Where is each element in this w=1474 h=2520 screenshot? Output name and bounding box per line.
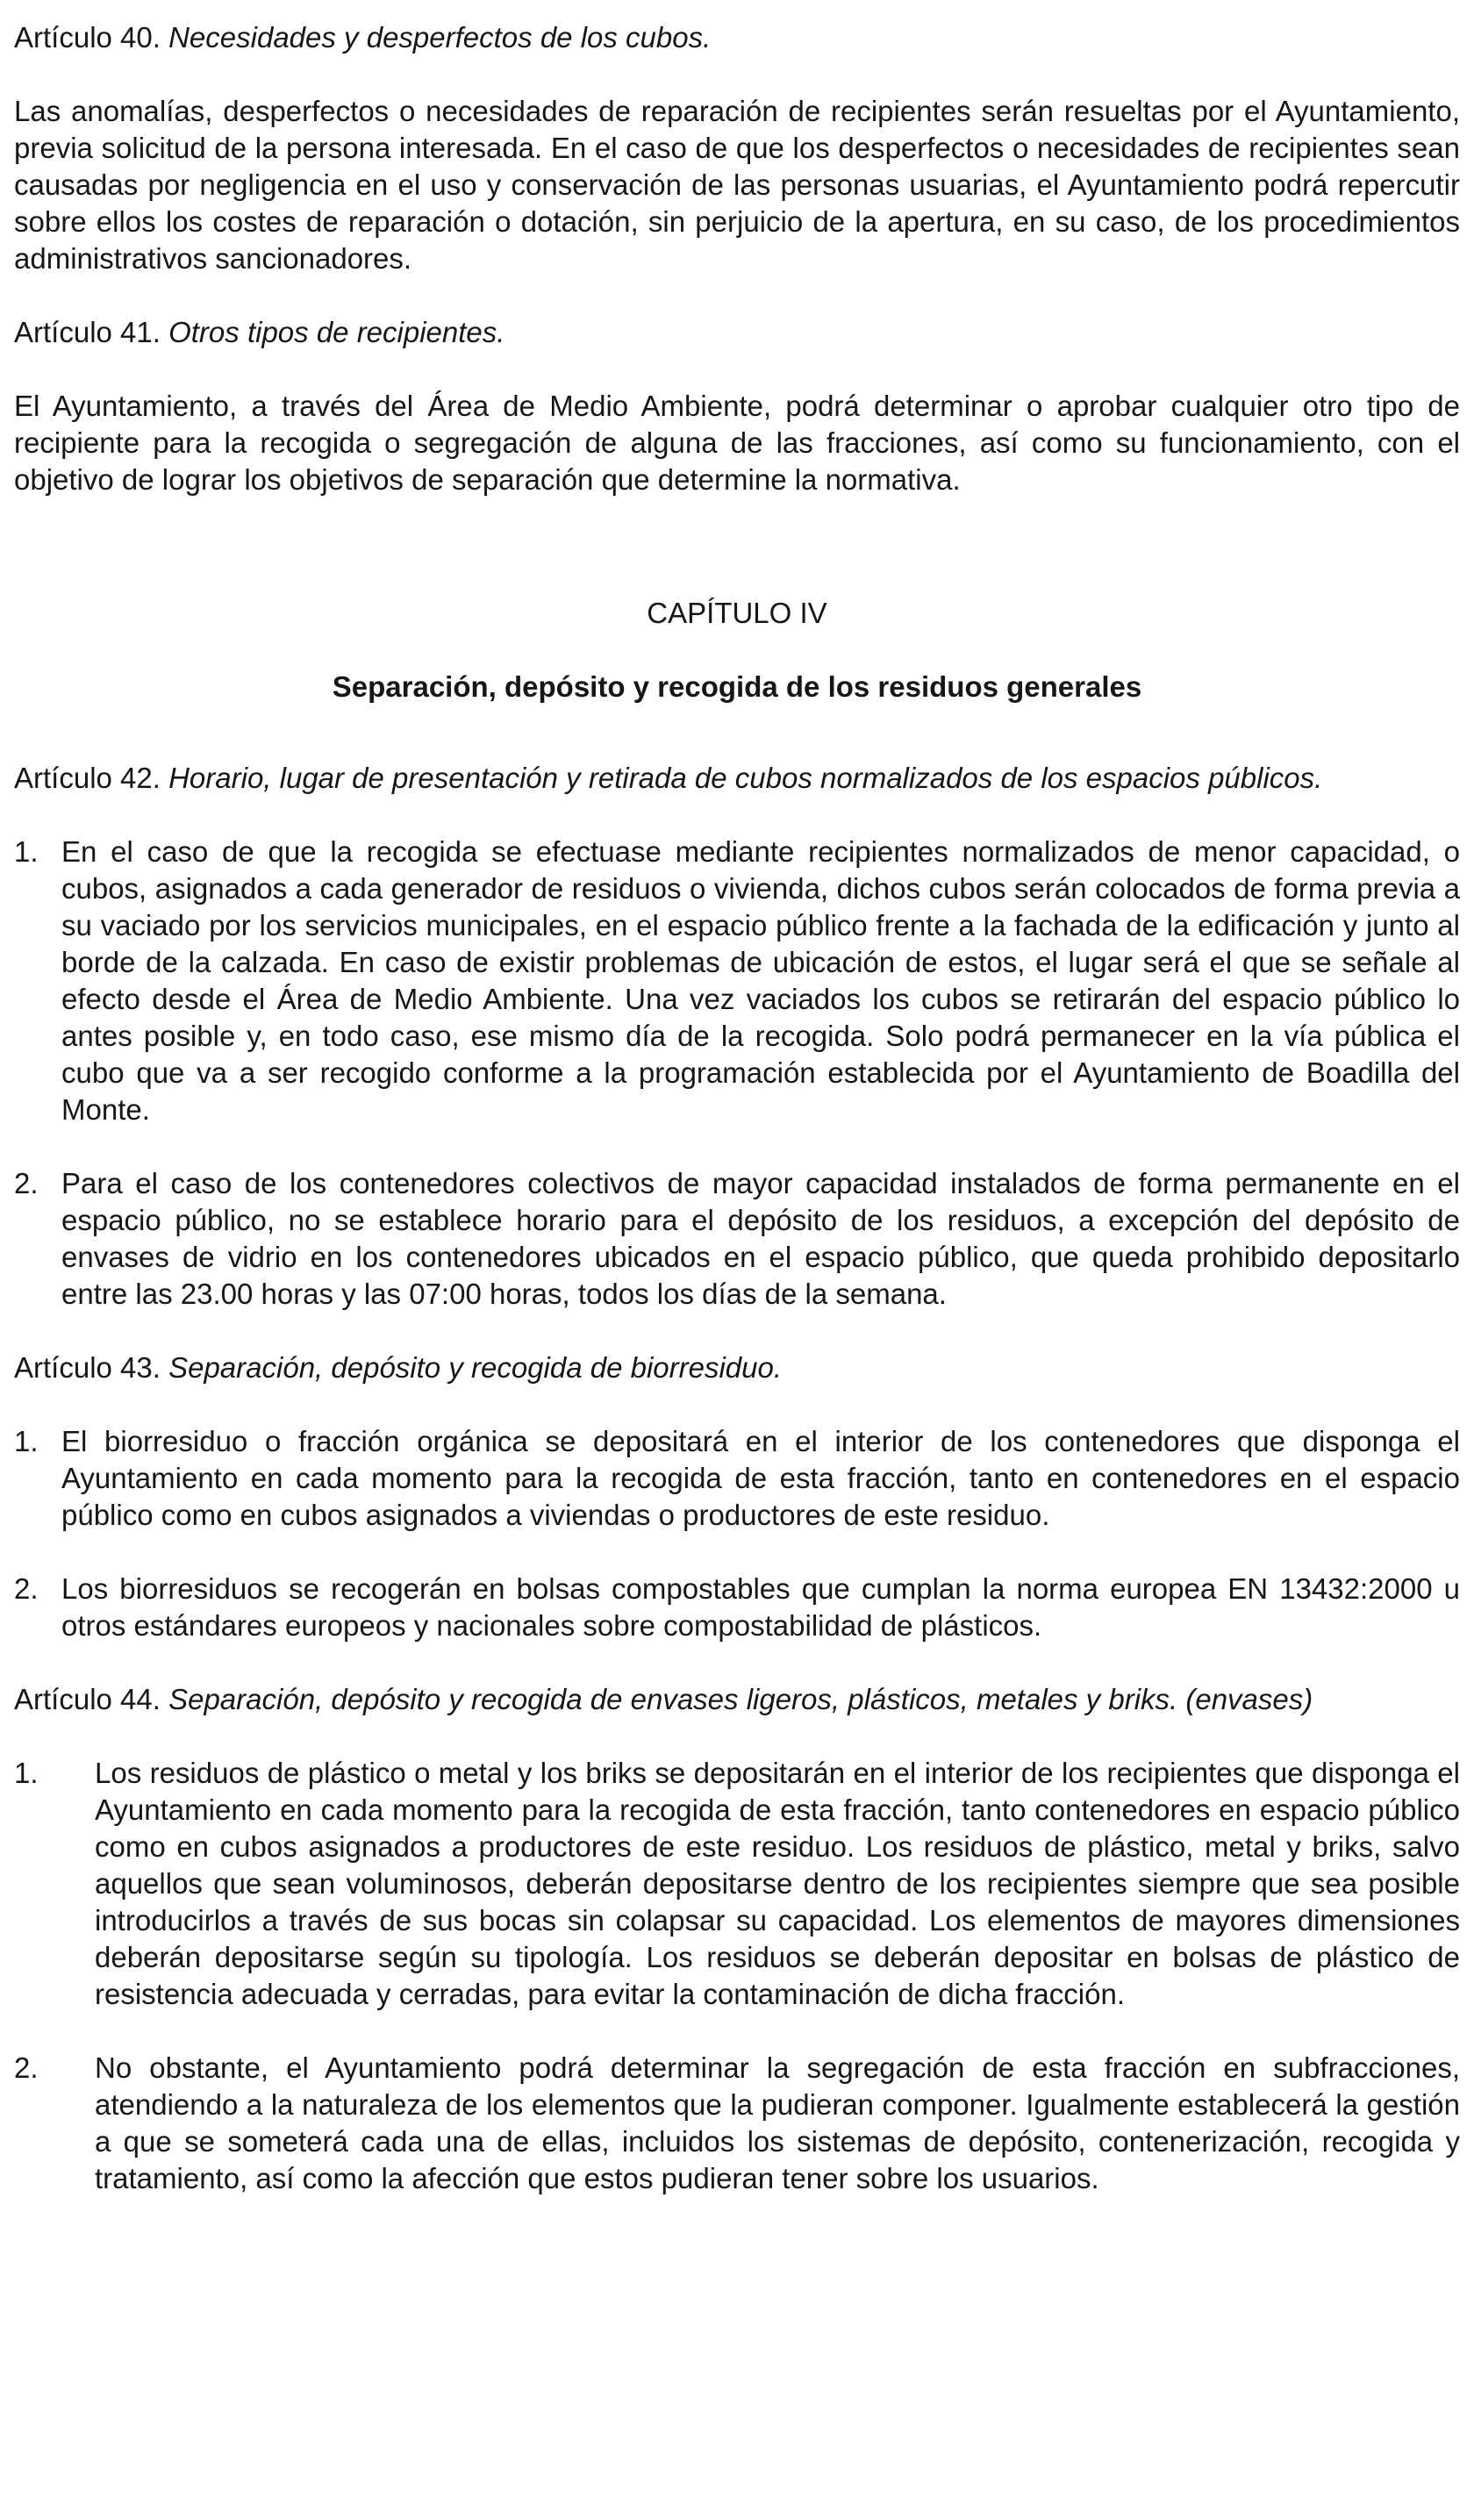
article-number: Artículo 43. [14, 1351, 169, 1384]
list-item-text: Para el caso de los contenedores colectivos de mayor capacidad instalados de forma permanente en el espacio público, no se establece horario para el depósito de los residuos, a excepción del depósito de envases de vidrio en los contenedores ubicados en el espacio público, que queda prohibido depositarlo entre las 23.00 horas y las 07:00 horas, todos los días de la semana. [61, 1167, 1460, 1310]
article-title: Necesidades y desperfectos de los cubos. [168, 21, 712, 54]
list-item-text: Los biorresiduos se recogerán en bolsas compostables que cumplan la norma europea EN 13432:2000 u otros estándares europeos y nacionales sobre compostabilidad de plásticos. [61, 1572, 1460, 1642]
list-item-number: 1. [14, 1757, 39, 1789]
article-title: Separación, depósito y recogida de envases ligeros, plásticos, metales y briks. (envases) [168, 1683, 1313, 1715]
article-title: Otros tipos de recipientes. [168, 316, 505, 348]
list-item-number: 1. [14, 1425, 39, 1457]
article-title: Horario, lugar de presentación y retirada de cubos normalizados de los espacios públicos. [168, 762, 1323, 794]
article-heading [14, 1349, 1460, 1386]
list-item-text: Los residuos de plástico o metal y los briks se depositarán en el interior de los recipientes que disponga el Ayuntamiento en cada momento para la recogida de esta fracción, tanto contenedores en espacio público como en cubos asignados a productores de este residuo. Los residuos de plástico, metal y briks, salvo aquellos que sean voluminosos, deberán depositarse dentro de los recipientes siempre que sea posible introducirlos a través de sus bocas sin colapsar su capacidad. Los elementos de mayores dimensiones deberán depositarse según su tipología. Los residuos se deberán depositar en bolsas de plástico de resistencia adecuada y cerradas, para evitar la contaminación de dicha fracción. [95, 1757, 1460, 2010]
article-number: Artículo 44. [14, 1683, 169, 1715]
body-paragraph: El Ayuntamiento, a través del Área de Medio Ambiente, podrá determinar o aprobar cualquier otro tipo de recipiente para la recogida o segregación de alguna de las fracciones, así como su funcionamiento, con el objetivo de lograr los objetivos de separación que determine la normativa. [14, 390, 1460, 496]
body-paragraph: Las anomalías, desperfectos o necesidades de reparación de recipientes serán resueltas por el Ayuntamiento, previa solicitud de la persona interesada. En el caso de que los desperfectos o necesidades de recipientes sean causadas por negligencia en el uso y conservación de las personas usuarias, el Ayuntamiento podrá repercutir sobre ellos los costes de reparación o dotación, sin perjuicio de la apertura, en su caso, de los procedimientos administrativos sancionadores. [14, 95, 1460, 275]
article-heading [14, 1681, 1460, 1718]
article-number: Artículo 41. [14, 316, 169, 348]
list-item-number: 1. [14, 835, 39, 868]
article-number: Artículo 40. [14, 21, 169, 54]
chapter-title: Separación, depósito y recogida de los residuos generales [332, 670, 1142, 703]
list-item [14, 2050, 1460, 2197]
list-item-text: El biorresiduo o fracción orgánica se depositará en el interior de los contenedores que disponga el Ayuntamiento en cada momento para la recogida de esta fracción, tanto en contenedores en el espacio público como en cubos asignados a viviendas o productores de este residuo. [61, 1425, 1460, 1531]
list-item [14, 834, 1460, 1128]
article-title: Separación, depósito y recogida de biorresiduo. [168, 1351, 783, 1384]
article-heading [14, 314, 1460, 351]
article-heading [14, 760, 1460, 797]
article-number: Artículo 42. [14, 762, 169, 794]
list-item-number: 2. [14, 2051, 39, 2084]
list-item [14, 1165, 1460, 1313]
article-heading [14, 19, 1460, 56]
list-item-number: 2. [14, 1167, 39, 1199]
list-item [14, 1423, 1460, 1534]
chapter-heading: CAPÍTULO IV [647, 597, 827, 629]
list-item-number: 2. [14, 1572, 39, 1605]
list-item [14, 1571, 1460, 1644]
list-item-text: No obstante, el Ayuntamiento podrá determinar la segregación de esta fracción en subfracciones, atendiendo a la naturaleza de los elementos que la pudieran componer. Igualmente establecerá la gestión a que se someterá cada una de ellas, incluidos los sistemas de depósito, contenerización, recogida y tratamiento, así como la afección que estos pudieran tener sobre los usuarios. [95, 2051, 1460, 2194]
list-item [14, 1755, 1460, 2013]
list-item-text: En el caso de que la recogida se efectuase mediante recipientes normalizados de menor capacidad, o cubos, asignados a cada generador de residuos o vivienda, dichos cubos serán colocados de forma previa a su vaciado por los servicios municipales, en el espacio público frente a la fachada de la edificación y junto al borde de la calzada. En caso de existir problemas de ubicación de estos, el lugar será el que se señale al efecto desde el Área de Medio Ambiente. Una vez vaciados los cubos se retirarán del espacio público lo antes posible y, en todo caso, ese mismo día de la recogida. Solo podrá permanecer en la vía pública el cubo que va a ser recogido conforme a la programación establecida por el Ayuntamiento de Boadilla del Monte. [61, 835, 1460, 1126]
